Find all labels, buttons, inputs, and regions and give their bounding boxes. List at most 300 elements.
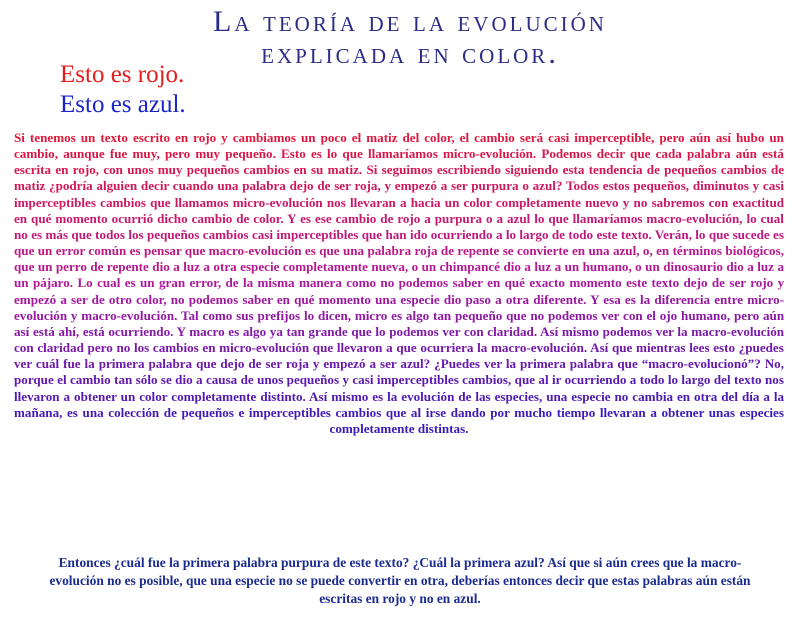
body-word: convierte: [516, 243, 569, 259]
body-word: la: [639, 291, 651, 307]
body-word: paso: [465, 291, 491, 307]
title-line-1: La teoría de la evolución: [213, 5, 607, 38]
body-word: obtener: [661, 404, 705, 420]
body-word: macro-evolución: [208, 243, 302, 259]
body-word: de: [240, 372, 254, 388]
body-word: dio: [175, 372, 193, 388]
body-word: la: [477, 340, 488, 356]
body-word: ya: [269, 323, 283, 339]
body-word: dio: [503, 259, 521, 275]
body-word: más: [45, 226, 69, 242]
body-word: pequeño: [455, 307, 503, 323]
body-word: de: [90, 259, 104, 275]
body-word: a: [173, 259, 180, 275]
body-word: que: [385, 404, 407, 420]
body-word: muy: [195, 146, 221, 162]
body-word: rojo,: [72, 162, 100, 178]
body-word: prefijos: [257, 307, 301, 323]
body-word: es: [124, 275, 136, 291]
body-word: y: [384, 178, 392, 194]
body-word: lees: [689, 340, 710, 356]
body-word: una: [342, 243, 365, 259]
body-word: casi: [548, 130, 570, 145]
body-word: luz: [757, 259, 774, 275]
body-word: un: [769, 130, 784, 145]
body-word: cambio: [191, 210, 233, 226]
body-word: esto: [713, 340, 736, 356]
body-word: la: [84, 356, 95, 372]
body-word: una: [375, 291, 397, 307]
body-word: a: [400, 194, 407, 210]
body-word: ser: [334, 178, 351, 194]
body-word: tiempo: [556, 404, 596, 420]
body-word: la: [505, 356, 517, 372]
body-word: grande: [308, 323, 348, 339]
body-word: palabra: [367, 243, 412, 259]
legend-red-text: Esto es rojo.: [60, 61, 185, 88]
body-word: completamente: [282, 259, 368, 275]
body-word: especie: [240, 259, 280, 275]
body-word: azul,: [612, 243, 640, 259]
body-word: de: [91, 291, 105, 307]
body-word: a: [777, 259, 784, 275]
body-word: ser: [379, 356, 397, 372]
body-word: Así: [309, 388, 328, 404]
body-word: error,: [189, 275, 222, 291]
body-word: dejo: [683, 275, 708, 291]
body-word: al: [410, 404, 422, 420]
body-word: decir: [140, 178, 170, 194]
body-word: y: [342, 372, 349, 388]
body-word: en: [656, 243, 670, 259]
body-word: sabremos: [651, 194, 705, 210]
body-word: llevaran: [599, 404, 646, 420]
body-word: o,: [642, 243, 653, 259]
body-word: a: [650, 404, 657, 420]
body-word: manera: [298, 275, 342, 291]
body-word: cambiamos: [232, 130, 297, 145]
body-word: o: [635, 259, 642, 275]
body-word: dio: [152, 259, 170, 275]
body-word: podemos: [547, 307, 598, 323]
body-word: una: [546, 388, 568, 404]
body-word: cambios: [335, 404, 382, 420]
body-word: especie: [400, 291, 440, 307]
body-word: macro-evolución.: [81, 307, 178, 323]
body-word: ser: [71, 291, 88, 307]
title-line-2: explicada en color.: [261, 37, 559, 70]
body-word: con: [463, 323, 484, 339]
body-word: aún: [735, 146, 757, 162]
body-word: dando: [450, 404, 486, 420]
body-word: palabra: [242, 178, 286, 194]
body-word: podemos: [389, 323, 439, 339]
body-word: en: [676, 388, 691, 404]
body-word: palabra: [686, 146, 731, 162]
body-word: matiz: [366, 130, 398, 145]
body-word: Y: [176, 323, 186, 339]
body-word: no: [116, 340, 131, 356]
body-word: empezó: [14, 291, 57, 307]
body-word: tendencia: [588, 162, 643, 178]
body-word: algo: [242, 323, 267, 339]
body-word: Lo: [77, 275, 93, 291]
legend-blue-text: Esto es azul.: [60, 91, 186, 118]
body-word: de: [646, 162, 660, 178]
body-word: escribiendo: [436, 162, 501, 178]
body-word: como: [346, 275, 377, 291]
body-word: algo: [405, 307, 430, 323]
body-word: pequeños,: [633, 178, 690, 194]
body-word: dejo: [220, 356, 245, 372]
body-word: del: [721, 388, 738, 404]
body-word: colección: [108, 404, 160, 420]
body-word: de: [236, 210, 250, 226]
body-word: exacto: [529, 275, 565, 291]
body-word: luz: [183, 259, 200, 275]
body-word: cuál: [35, 356, 60, 372]
body-word: color.: [253, 210, 284, 226]
body-word: un: [80, 130, 96, 145]
body-word: ser: [451, 178, 468, 194]
body-word: común: [88, 243, 127, 259]
body-word: imperceptible,: [574, 130, 655, 145]
body-word: seguimos: [381, 162, 433, 178]
body-word: Tal: [180, 307, 199, 323]
body-word: chimpancé: [439, 259, 500, 275]
body-word: largo: [681, 372, 711, 388]
body-word: cambio: [335, 210, 377, 226]
body-word: es: [300, 210, 311, 226]
body-word: a: [369, 356, 377, 372]
body-word: y: [221, 130, 228, 145]
body-word: hubo: [735, 130, 765, 145]
body-word: ahí,: [58, 323, 80, 339]
body-word: los: [128, 226, 144, 242]
body-word: un: [564, 259, 580, 275]
body-word: y: [752, 178, 760, 194]
body-word: ocurrió: [111, 210, 154, 226]
body-word: cambios,: [462, 372, 512, 388]
body-word: a: [196, 372, 203, 388]
body-word: dinosaurio: [663, 259, 723, 275]
body-word: pero: [733, 307, 760, 323]
body-word: claridad.: [487, 323, 538, 339]
body-word: que: [708, 226, 730, 242]
body-word: en: [175, 130, 189, 145]
body-word: color,: [136, 291, 167, 307]
body-word: un: [645, 259, 660, 275]
body-word: lo: [667, 372, 679, 388]
body-word: ser: [265, 356, 282, 372]
body-word: nos: [326, 194, 346, 210]
body-word: dicen,: [317, 307, 352, 323]
body-word: el: [646, 307, 656, 323]
body-word: escrito: [132, 130, 171, 145]
body-word: es: [31, 226, 43, 242]
body-word: otra: [213, 259, 237, 275]
body-word: cambios: [100, 194, 146, 210]
body-word: llevaron: [14, 388, 60, 404]
body-word: esta: [562, 162, 585, 178]
body-word: del: [713, 372, 731, 388]
body-word: imperceptibles: [376, 372, 459, 388]
body-word: azul?: [532, 178, 563, 194]
body-word: Si: [14, 130, 25, 145]
body-word: será: [519, 130, 544, 145]
body-word: pequeño.: [225, 146, 276, 162]
body-word: cual: [760, 210, 784, 226]
body-word: ese: [314, 210, 332, 226]
body-word: Todos: [565, 178, 599, 194]
body-word: la: [387, 388, 398, 404]
body-word: fue: [109, 146, 128, 162]
body-word: llevaran: [350, 194, 396, 210]
body-word: que: [514, 372, 536, 388]
body-word: una: [588, 243, 610, 259]
body-word: perro: [55, 259, 87, 275]
body-word: de: [380, 210, 394, 226]
body-word: claridad: [37, 340, 84, 356]
body-word: mañana,: [14, 404, 63, 420]
body-word: ¿podría: [49, 178, 93, 194]
body-word: la: [677, 323, 688, 339]
body-word: fue: [63, 356, 81, 372]
body-word: llevaron: [336, 340, 383, 356]
body-word: podemos: [398, 275, 449, 291]
body-word: lo: [375, 323, 386, 339]
body-word: mientras: [636, 340, 686, 356]
body-word: día: [741, 388, 760, 404]
body-word: especies: [739, 404, 784, 420]
body-word: micro-evolución.: [442, 146, 537, 162]
body-word: mismo: [331, 388, 369, 404]
body-word: de: [458, 388, 472, 404]
body-word: otra: [505, 291, 530, 307]
body-word: este: [596, 226, 618, 242]
body-word: así: [14, 323, 30, 339]
body-word: un: [37, 259, 53, 275]
body-word: mismo: [561, 323, 599, 339]
body-word: de: [248, 356, 262, 372]
body-word: sucede: [732, 226, 770, 242]
body-word: humano,: [681, 307, 731, 323]
body-word: lo: [534, 210, 545, 226]
body-word: otro: [108, 291, 132, 307]
body-word: tenemos: [29, 130, 76, 145]
body-word: un: [421, 259, 437, 275]
body-word: sus: [236, 307, 254, 323]
body-word: macro-evolución.: [491, 340, 588, 356]
body-word: a: [63, 388, 71, 404]
body-word: primera: [98, 356, 145, 372]
body-word: no: [380, 275, 395, 291]
body-word: Verán,: [654, 226, 692, 242]
body-word: términos: [672, 243, 723, 259]
body-word: que: [548, 210, 569, 226]
body-word: imperceptibles: [14, 194, 96, 210]
body-word: lo: [505, 226, 517, 242]
body-word: y: [312, 356, 320, 372]
body-word: llamaríamos: [572, 210, 643, 226]
body-word: a: [524, 259, 531, 275]
body-word: se: [502, 243, 514, 259]
body-word: mucho: [514, 404, 553, 420]
body-word: diminutos: [692, 178, 749, 194]
page-title: [150, 6, 670, 70]
body-word: humano,: [582, 259, 632, 275]
body-word: lo: [695, 226, 706, 242]
body-word: texto: [100, 130, 128, 145]
body-word: Y: [287, 210, 297, 226]
body-word: un: [37, 243, 53, 259]
body-word: matiz: [14, 178, 46, 194]
body-word: pequeños: [186, 162, 240, 178]
body-word: el: [57, 372, 67, 388]
body-word: está: [82, 323, 105, 339]
body-word: momento: [55, 210, 108, 226]
body-word: siguiendo: [505, 162, 559, 178]
body-word: macro: [189, 323, 225, 339]
body-word: está: [762, 146, 784, 162]
body-word: casi: [352, 372, 374, 388]
body-word: que: [617, 356, 638, 372]
body-word: las: [475, 388, 491, 404]
body-word: todo: [568, 226, 594, 242]
body-word: una: [217, 178, 239, 194]
body-word: pero: [164, 146, 191, 162]
body-word: en: [276, 291, 290, 307]
body-word: a: [629, 372, 637, 388]
body-word: es: [773, 226, 784, 242]
body-word: causa: [205, 372, 238, 388]
body-word: misma: [257, 275, 295, 291]
body-word: han: [385, 226, 407, 242]
body-word: roja: [414, 243, 438, 259]
body-word: pensar: [143, 243, 182, 259]
body-word: a: [496, 210, 504, 226]
body-word: que: [361, 226, 383, 242]
body-word: con: [103, 162, 123, 178]
body-word: pequeños: [664, 162, 717, 178]
body-word: el: [351, 130, 362, 145]
body-word: largo: [519, 226, 549, 242]
body-word: micro-evolución: [232, 194, 323, 210]
body-word: todo: [639, 372, 665, 388]
body-word: muy: [157, 162, 183, 178]
body-word: poco: [320, 130, 347, 145]
body-word: con: [14, 340, 34, 356]
body-word: tan: [432, 307, 452, 323]
body-word: cambios: [152, 340, 199, 356]
body-word: cambio: [69, 372, 111, 388]
body-word: al: [538, 372, 549, 388]
body-word: esa: [603, 291, 621, 307]
body-word: distintas.: [417, 420, 469, 436]
body-word: ¿puedes: [738, 340, 784, 356]
body-word: cambios: [243, 162, 290, 178]
body-word: a: [203, 259, 210, 275]
body-word: palabra: [569, 356, 614, 372]
body-word: no: [170, 291, 185, 307]
body-word: con: [623, 307, 643, 323]
body-word: unos: [257, 372, 284, 388]
body-word: porque: [14, 372, 54, 388]
body-word: color,: [424, 130, 455, 145]
body-word: en: [55, 162, 69, 178]
body-word: cuando: [172, 178, 214, 194]
body-word: roja,: [354, 178, 381, 194]
body-word: nuevo: [585, 194, 619, 210]
body-word: azul: [506, 210, 531, 226]
body-word: Así: [590, 340, 609, 356]
body-word: purpura: [471, 178, 519, 194]
body-word: qué: [294, 291, 315, 307]
body-word: texto.: [620, 226, 652, 242]
body-word: no: [614, 388, 629, 404]
body-word: que: [184, 243, 206, 259]
body-word: la: [242, 275, 254, 291]
body-word: no: [530, 307, 545, 323]
body-word: del: [402, 130, 420, 145]
body-word: tan: [114, 372, 133, 388]
body-word: o: [522, 178, 529, 194]
body-word: ver: [655, 323, 674, 339]
body-word: que: [319, 243, 340, 259]
body-word: cual: [97, 275, 121, 291]
body-word: saber: [242, 291, 273, 307]
body-word: escrita: [14, 162, 52, 178]
body-word: tan: [286, 323, 305, 339]
body-word: un: [140, 275, 155, 291]
body-word: ir: [551, 372, 562, 388]
body-word: repente: [106, 259, 149, 275]
body-word: ocurriendo: [564, 372, 627, 388]
body-word: es: [310, 146, 322, 162]
body-word: nueva,: [371, 259, 409, 275]
body-word: e: [238, 404, 245, 420]
body-word: un: [444, 194, 460, 210]
body-word: obtener: [74, 388, 117, 404]
body-word: micro-evolución: [219, 340, 310, 356]
body-word: otra: [694, 388, 718, 404]
body-word: dio: [443, 291, 462, 307]
body-word: es: [129, 243, 141, 259]
body-word: lo: [746, 210, 757, 226]
body-word: qué: [31, 210, 52, 226]
body-word: cambios: [720, 162, 767, 178]
body-word: o: [411, 259, 419, 275]
body-word: unas: [708, 404, 735, 420]
body-word: de: [551, 226, 565, 242]
body-paragraph: [14, 130, 784, 437]
body-word: empezó: [323, 356, 366, 372]
body-word: micro-evolución: [14, 291, 785, 323]
body-word: a: [554, 259, 562, 275]
body-word: biológicos,: [725, 243, 784, 259]
body-word: texto: [651, 275, 680, 291]
body-word: dio: [726, 259, 744, 275]
body-word: y: [622, 194, 630, 210]
body-word: de: [440, 243, 454, 259]
body-word: ojo: [659, 307, 678, 323]
body-word: rojo: [750, 275, 774, 291]
body-word: a: [424, 210, 431, 226]
body-word: se: [160, 372, 172, 388]
body-word: imperceptibles: [276, 226, 359, 242]
body-word: exactitud: [732, 194, 785, 210]
body-word: decir: [596, 146, 625, 162]
